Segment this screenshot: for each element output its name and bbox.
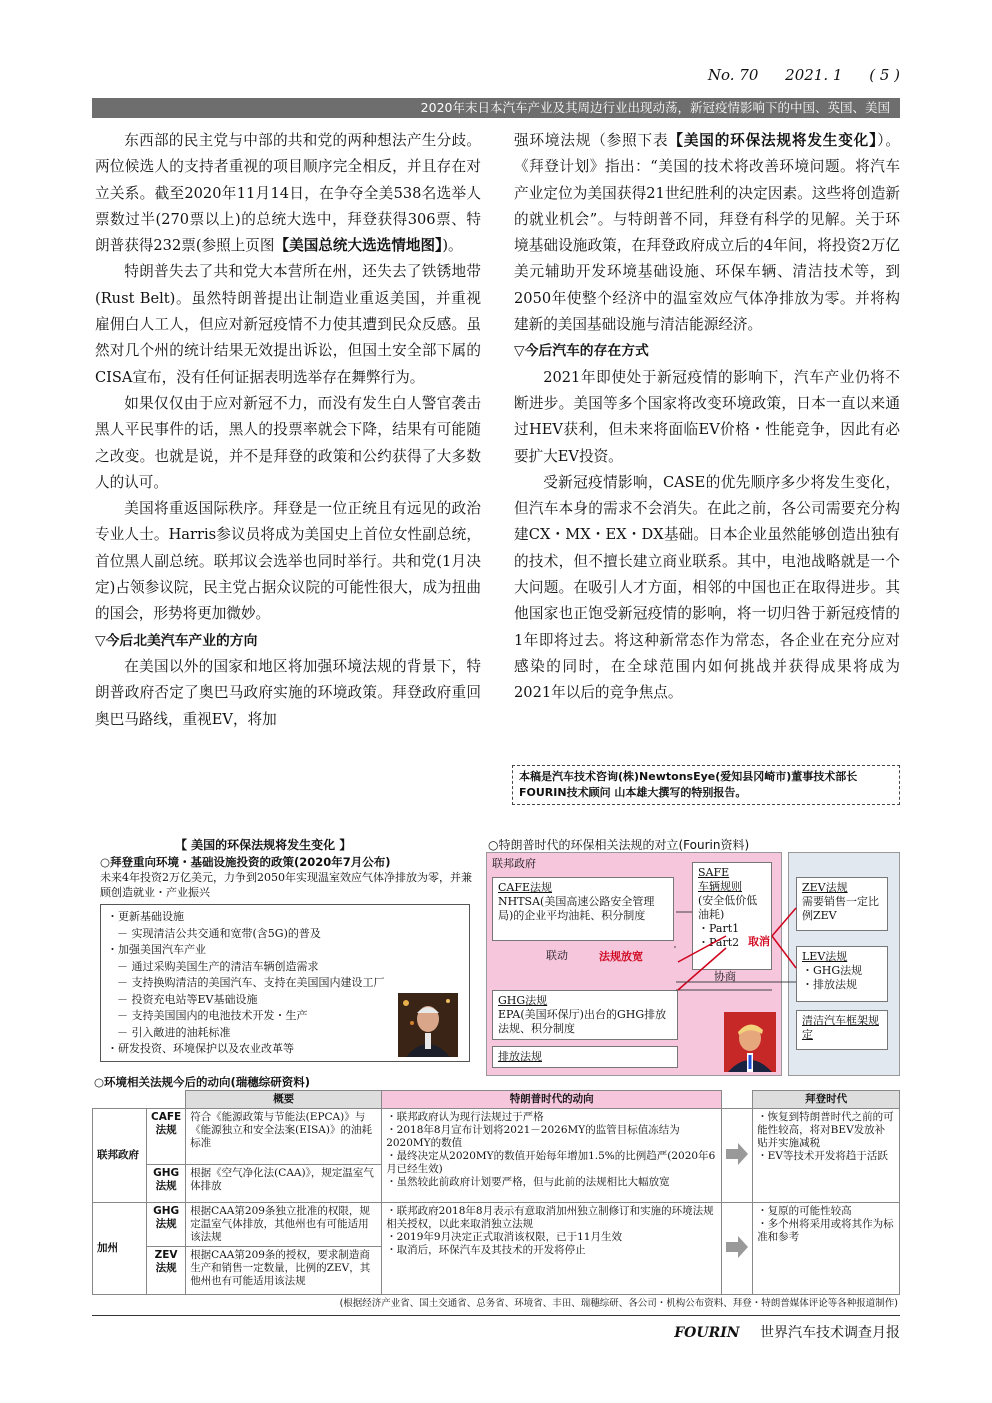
paragraph: 在美国以外的国家和地区将加强环境法规的背景下，特朗普政府否定了奥巴马政府实施的环境政策。拜登政府重回奥巴马路线，重视EV，将加 [95, 657, 481, 728]
list-item: － 通过采购美国生产的清洁车辆创造需求 [117, 959, 319, 973]
clean-car-title: 清洁汽车框架规定 [802, 1014, 879, 1041]
zev-body: 需要销售一定比例ZEV [802, 895, 879, 922]
page-number: ( 5 ) [869, 66, 900, 84]
list-item: － 投资充电站等EV基础设施 [117, 992, 258, 1006]
page-header [686, 66, 900, 84]
col-header: 特朗普时代的动向 [382, 1091, 722, 1109]
ghg-title: GHG法规 [498, 994, 548, 1007]
paragraph: 东西部的民主党与中部的共和党的两种想法产生分歧。两位候选人的支持者重视的项目顺序完全相反，并且存在对立关系。截至2020年11月14日，在争夺全美538名选举人票数过半(270票以上)的总统大选中，拜登获得306票、特朗普获得232票(参照上页图【美国总统大选选情地图】)。 [95, 132, 481, 255]
footer-rule [92, 1315, 900, 1316]
col-header: 概要 [186, 1091, 382, 1109]
row-sublabel: ZEV 法规 [147, 1247, 186, 1295]
paragraph: 特朗普失去了共和党大本营所在州，还失去了铁锈地带(Rust Belt)。虽然特朗普提出让制造业重返美国，并重视雇佣白人工人，但应对新冠疫情不力使其遭到民众反感。虽然对几个州的统计结果无效提出诉讼，但国土安全部下属的CISA宣布，没有任何证据表明选举存在舞弊行为。 [95, 263, 481, 386]
table-cell: ・联邦政府认为现行法规过于严格 ・2018年8月宣布计划将2021－2026MY的监管目标值冻结为2020MY的数值 ・最终决定从2020MY的数值开始每年增加1.5%的比例趋严(2020年6月已经生效) ・虽然较此前政府计划要严格，但与此前的法规相比大幅放宽 [382, 1109, 722, 1203]
lev-item: ・排放法规 [802, 978, 857, 991]
list-item: ・研发投资、环境保护以及农业改革等 [107, 1042, 294, 1055]
list-item: ・更新基础设施 [107, 910, 184, 923]
lev-item: ・GHG法规 [802, 964, 863, 977]
paragraph: 如果仅仅由于应对新冠不力，而没有发生白人警官袭击黑人平民事件的话，黑人的投票率就会下降，结果有可能随之改变。也就是说，并不是拜登的政策和公约获得了大多数人的认可。 [95, 394, 481, 491]
table-cell: ・联邦政府2018年8月表示有意取消加州独立制修订和实施的环境法规相关授权，以此来取消独立法规 ・2019年9月决定正式取消该权限，已于11月生效 ・取消后，环保汽车及其技术的开发将停止 [382, 1203, 722, 1295]
row-label: 加州 [93, 1203, 147, 1295]
row-sublabel: CAFE 法规 [147, 1109, 186, 1165]
table-title: ○环境相关法规今后的动向(瑞穗综研资料) [94, 1075, 311, 1089]
list-item: － 支持换购清洁的美国汽车、支持在美国国内建设工厂 [117, 976, 385, 989]
table-cell: 根据CAA第209条的授权，要求制造商生产和销售一定数量，比例的ZEV，其他州也有可能适用该法规 [186, 1247, 382, 1295]
negotiate-label: 协商 [714, 970, 736, 983]
relation-arrows [486, 852, 900, 1076]
paragraph: 美国将重返国际秩序。拜登是一位正统且有远见的政治专业人士。Harris参议员将成为美国史上首位女性副总统，首位黑人副总统。联邦议会选举也同时举行。共和党(1月决定)占领参议院，民主党占据众议院的可能性很大，成为扭曲的国会，形势将更加微妙。 [95, 500, 481, 623]
figure-title: ○特朗普时代的环保相关法规的对立(Fourin资料) [488, 838, 750, 852]
issue-number: No. 70 [707, 66, 759, 84]
cafe-title: CAFE法规 [498, 881, 553, 894]
row-sublabel: GHG 法规 [147, 1165, 186, 1203]
row-sublabel: GHG 法规 [147, 1203, 186, 1247]
section-heading: ▽今后汽车的存在方式 [514, 343, 649, 360]
left-column [95, 128, 481, 733]
safe-part2: ・Part2 [698, 936, 740, 949]
arrow-icon [722, 1203, 753, 1295]
list-item: － 实现清洁公共交通和宽带(含5G)的普及 [117, 926, 321, 940]
table-cell: 根据CAA第209条独立批准的权限，规定温室气体排放，其他州也有可能适用该法规 [186, 1203, 382, 1247]
col-header: 拜登时代 [753, 1091, 900, 1109]
link-label: 联动 [546, 949, 568, 962]
section-heading: ▽今后北美汽车产业的方向 [95, 632, 258, 649]
relax-label: 法规放宽 [599, 950, 643, 963]
emission-title: 排放法规 [498, 1050, 542, 1063]
figure-description: 未来4年投资2万亿美元，力争到2050年实现温室效应气体净排放为零，并兼顾创造就业・产业振兴 [100, 871, 472, 899]
right-column [514, 128, 900, 707]
federal-label: 联邦政府 [492, 857, 536, 870]
cafe-body: NHTSA(美国高速公路安全管理局)的企业平均油耗、积分制度 [498, 895, 655, 922]
row-label: 联邦政府 [93, 1109, 147, 1203]
safe-subtitle: 车辆规则 [698, 880, 742, 893]
figure-subtitle: ○拜登重向环境・基础设施投资的政策(2020年7月公布) [100, 855, 391, 869]
author-note: 本稿是汽车技术咨询(株)NewtonsEye(爱知县冈崎市)董事技术部长FOURIN技术顾问 山本雄大撰写的特别报告。 [512, 765, 900, 805]
zev-title: ZEV法规 [802, 881, 848, 894]
issue-date: 2021. 1 [785, 66, 843, 84]
list-item: ・加强美国汽车产业 [107, 943, 206, 956]
footer-brand: FOURIN [674, 1325, 740, 1341]
arrow-icon [722, 1109, 753, 1203]
safe-body: (安全低价低油耗) [698, 894, 758, 921]
footer-publication: 世界汽车技术调查月报 [760, 1325, 900, 1341]
biden-photo [398, 993, 458, 1057]
list-item: － 引入敵进的油耗标准 [117, 1025, 231, 1039]
lev-title: LEV法规 [802, 950, 848, 963]
table-cell: ・恢复到特朗普时代之前的可能性较高，将对BEV发放补贴并实施减税 ・EV等技术开发将趋于活跃 [753, 1109, 900, 1203]
cancel-label: 取消 [748, 935, 770, 948]
paragraph: 受新冠疫情影响，CASE的优先顺序多少将发生变化，但汽车本身的需求不会消失。在此之前，各公司需要充分构建CX・MX・EX・DX基础。日本企业虽然能够创造出独有的技术，但不擅长建立商业联系。其中，电池战略就是一个大问题。在吸引人才方面，相邻的中国也正在取得进步。其他国家也正饱受新冠疫情的影响，将一切归咎于新冠疫情的1年即将过去。将这种新常态作为常态，各企业在充分应对感染的同时，在全球范围内如何挑战并获得成果将成为2021年以后的竞争焦点。 [514, 473, 900, 702]
source-note: (根据经济产业省、国土交通省、总务省、环境省、丰田、瑞穗综研、各公司・机构公布资料、拜登・特朗普媒体评论等各种报道制作) [339, 1298, 898, 1309]
table-cell: 根据《空气净化法(CAA)》，规定温室气体排放 [186, 1165, 382, 1203]
footer [674, 1322, 900, 1342]
paragraph: 强环境法规（参照下表【美国的环保法规将发生变化】）。《拜登计划》指出：“美国的技术将改善环境问题。将汽车产业定位为美国获得21世纪胜利的决定因素。这些将创造新的就业机会”。与特朗普不同，拜登有科学的见解。关于环境基础设施政策，在拜登政府成立后的4年间，将投资2万亿美元辅助开发环境基础设施、环保车辆、清洁技术等，到2050年使整个经济中的温室效应气体净排放为零。并将构建新的美国基础设施与清洁能源经济。 [514, 132, 900, 334]
table-cell: 符合《能源政策与节能法(EPCA)》与《能源独立和安全法案(EISA)》的油耗标准 [186, 1109, 382, 1165]
safe-part1: ・Part1 [698, 922, 740, 935]
list-item: － 支持美国国内的电池技术开发・生产 [117, 1009, 308, 1022]
figure-title: 【 美国的环保法规将发生变化 】 [175, 838, 352, 852]
safe-title: SAFE [698, 866, 730, 879]
paragraph: 2021年即使处于新冠疫情的影响下，汽车产业仍将不断进步。美国等多个国家将改变环境政策，日本一直以来通过HEV获利，但未来将面临EV价格・性能竞争，因此有必要扩大EV投资。 [514, 368, 900, 465]
section-band: 2020年末日本汽车产业及其周边行业出现动荡，新冠疫情影响下的中国、英国、美国 [92, 98, 900, 118]
table-cell: ・复原的可能性较高 ・多个州将采用或将其作为标准和参考 [753, 1203, 900, 1295]
ghg-body: EPA(美国环保厅)出台的GHG排放法规、积分制度 [498, 1008, 667, 1035]
regulation-table [92, 1090, 900, 1295]
